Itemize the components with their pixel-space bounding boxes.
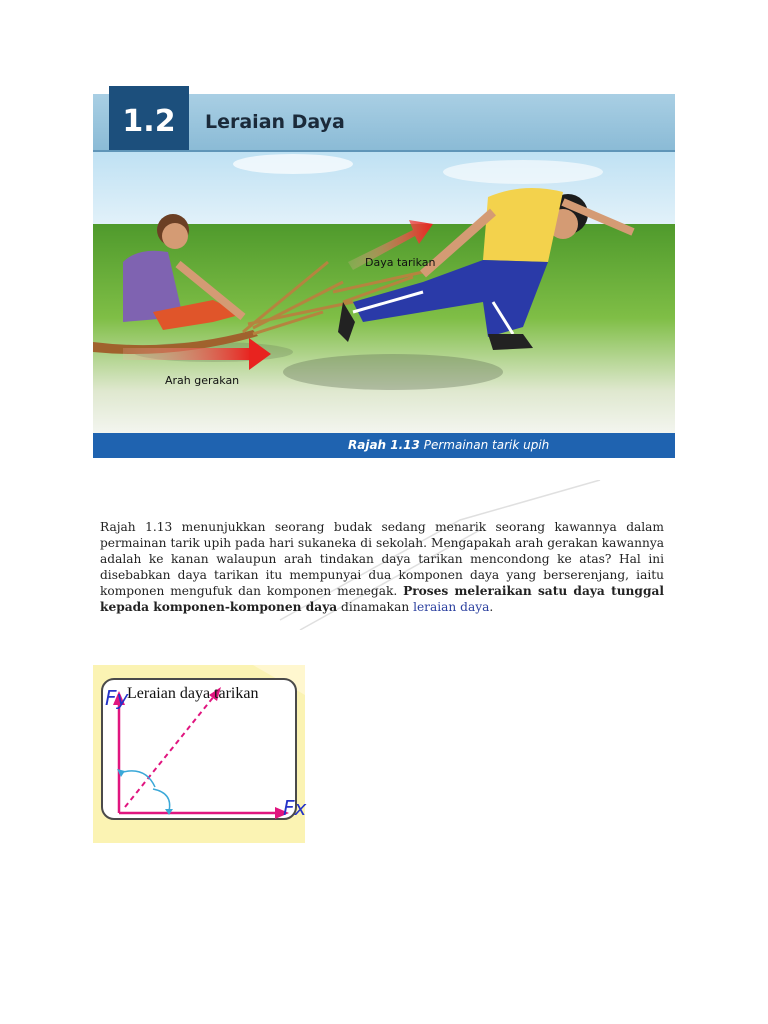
motion-direction-label: Arah gerakan: [165, 374, 240, 387]
fy-label: Fy: [105, 686, 129, 710]
fx-label: Fx: [283, 796, 307, 820]
caption-text: Permainan tarik upih: [423, 438, 550, 452]
pull-force-label: Daya tarikan: [365, 256, 436, 269]
bold-definition: Proses meleraikan satu daya tunggal kepada komponen-komponen daya: [100, 584, 664, 614]
caption-number: Rajah 1.13: [348, 438, 420, 452]
section-header: [93, 94, 675, 152]
paragraph-text: Rajah 1.13 menunjukkan seorang budak sedang menarik seorang kawannya dalam permainan tarik upih pada hari sukaneka di sekolah. Mengapakah arah gerakan kawannya adalah ke kanan walaupun arah tindakan daya tarikan mencondong ke atas? Hal ini disebabkan daya tarikan itu mempunyai dua komponen daya yang berserenjang, iaitu komponen mengufuk dan komponen menegak.: [100, 520, 664, 598]
paragraph-end: .: [489, 600, 494, 614]
diagram-title: Leraian daya tarikan: [127, 685, 259, 702]
illustration-scene: [93, 152, 675, 433]
figure-panel: [93, 86, 675, 458]
section-title: Leraian Daya: [205, 111, 345, 133]
key-term: leraian daya: [413, 600, 490, 614]
paragraph-text-2: dinamakan: [337, 600, 414, 614]
section-number: 1.2: [109, 94, 189, 150]
force-resolution-diagram: [93, 665, 333, 843]
body-paragraph: [100, 519, 664, 615]
tug-game-illustration: [93, 152, 675, 433]
figure-caption: [93, 433, 675, 458]
